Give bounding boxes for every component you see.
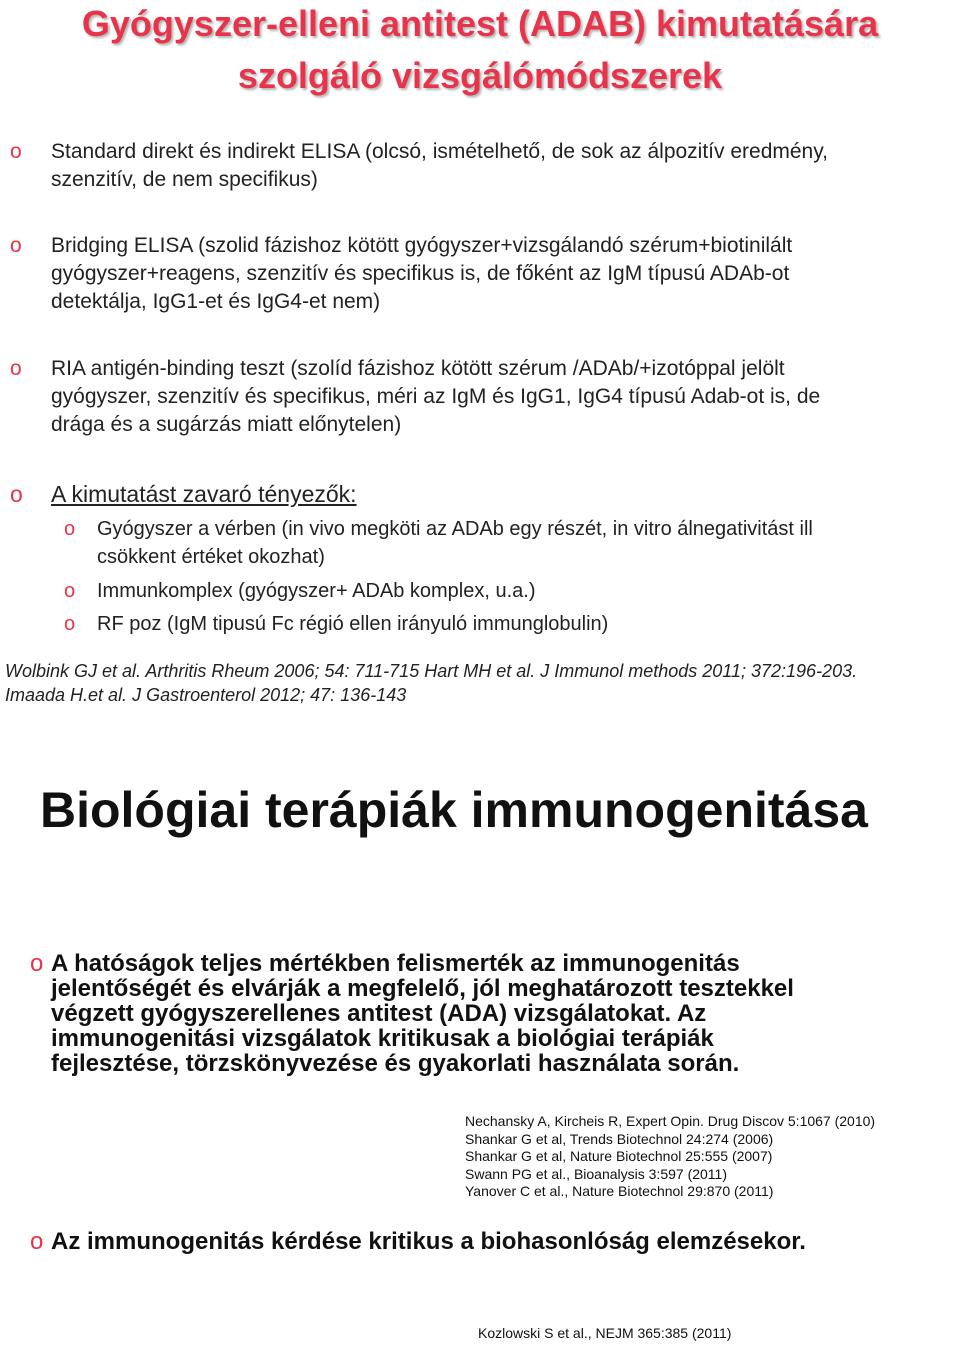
page-title bbox=[0, 4, 960, 96]
method-item-bridging-elisa bbox=[51, 232, 792, 316]
interference-item-line: Immunkomplex (gyógyszer+ ADAb komplex, u.a.) bbox=[97, 580, 536, 602]
page-title-line-2: szolgáló vizsgálómódszerek bbox=[237, 55, 723, 96]
method-item-ria bbox=[51, 355, 820, 439]
interference-item-immunocomplex bbox=[97, 577, 536, 605]
references-list bbox=[465, 1113, 875, 1201]
reference-line: Yanover C et al., Nature Biotechnol 29:870 (2011) bbox=[465, 1183, 774, 1199]
method-item-line: detektálja, IgG1-et és IgG4-et nem) bbox=[51, 290, 381, 313]
bullet-marker: o bbox=[10, 140, 22, 163]
method-item-line: drága és a sugárzás miatt előnytelen) bbox=[51, 413, 402, 436]
statement-line: fejlesztése, törzskönyvezése és gyakorlati használata során. bbox=[51, 1050, 740, 1077]
reference-line: Wolbink GJ et al. Arthritis Rheum 2006; 54: 711-715 Hart MH et al. J Immunol methods 2011; 372:196-203. bbox=[5, 661, 858, 681]
interference-item-rf bbox=[97, 610, 608, 638]
reference-final: Kozlowski S et al., NEJM 365:385 (2011) bbox=[478, 1325, 732, 1341]
statement-line: jelentőségét és elvárják a megfelelő, jól meghatározott tesztekkel bbox=[51, 975, 794, 1002]
method-item-line: RIA antigén-binding teszt (szolíd fázishoz kötött szérum /ADAb/+izotóppal jelölt bbox=[51, 357, 785, 380]
reference-line: Swann PG et al., Bioanalysis 3:597 (2011) bbox=[465, 1165, 728, 1182]
sub-bullet-marker: o bbox=[64, 518, 76, 540]
interference-heading: A kimutatást zavaró tényezők: bbox=[51, 481, 357, 507]
method-item-elisa bbox=[51, 138, 828, 194]
section-title: Biológiai terápiák immunogenitása bbox=[40, 782, 868, 838]
reference-line: Imaada H.et al. J Gastroenterol 2012; 47: 136-143 bbox=[5, 685, 407, 705]
reference-line: Shankar G et al, Nature Biotechnol 25:555 (2007) bbox=[465, 1148, 773, 1164]
statement-line: végzett gyógyszerellenes antitest (ADA) vizsgálatokat. Az bbox=[51, 1000, 707, 1027]
page-title-line-1: Gyógyszer-elleni antitest (ADAB) kimutatására bbox=[81, 3, 879, 44]
method-item-line: szenzitív, de nem specifikus) bbox=[51, 168, 318, 191]
sub-bullet-marker: o bbox=[64, 613, 76, 635]
interference-item-drug-in-blood bbox=[97, 515, 813, 571]
reference-line: Nechansky A, Kircheis R, Expert Opin. Drug Discov 5:1067 (2010) bbox=[465, 1113, 876, 1129]
bullet-marker: o bbox=[10, 481, 23, 507]
statement-line: immunogenitási vizsgálatok kritikusak a biológiai terápiák bbox=[51, 1025, 714, 1052]
method-item-line: Standard direkt és indirekt ELISA (olcsó, ismételhető, de sok az álpozitív eredmény, bbox=[51, 140, 828, 163]
sub-bullet-marker: o bbox=[64, 580, 76, 602]
method-item-line: gyógyszer, szenzitív és specifikus, méri az IgM és IgG1, IgG4 típusú Adab-ot is, de bbox=[51, 385, 821, 408]
method-item-line: Bridging ELISA (szolid fázishoz kötött gyógyszer+vizsgálandó szérum+biotinilált bbox=[51, 234, 793, 257]
statement-line: A hatóságok teljes mértékben felismerték az immunogenitás bbox=[51, 950, 740, 977]
bullet-marker: o bbox=[10, 357, 22, 380]
bullet-marker: o bbox=[30, 1228, 44, 1255]
bullet-marker: o bbox=[30, 950, 44, 977]
immunogenicity-statement bbox=[51, 951, 794, 1076]
method-item-line: gyógyszer+reagens, szenzitív és specifikus is, de főként az IgM típusú ADAb-ot bbox=[51, 262, 790, 285]
interference-item-line: Gyógyszer a vérben (in vivo megköti az ADAb egy részét, in vitro álnegativitást ill bbox=[97, 518, 813, 540]
references-top bbox=[5, 659, 857, 707]
biosimilarity-statement: Az immunogenitás kérdése kritikus a biohasonlóság elemzésekor. bbox=[51, 1228, 806, 1255]
bullet-marker: o bbox=[10, 234, 22, 257]
interference-item-line: csökkent értéket okozhat) bbox=[97, 546, 325, 568]
interference-item-line: RF poz (IgM tipusú Fc régió ellen irányuló immunglobulin) bbox=[97, 613, 609, 635]
reference-line: Shankar G et al, Trends Biotechnol 24:274 (2006) bbox=[465, 1130, 774, 1147]
